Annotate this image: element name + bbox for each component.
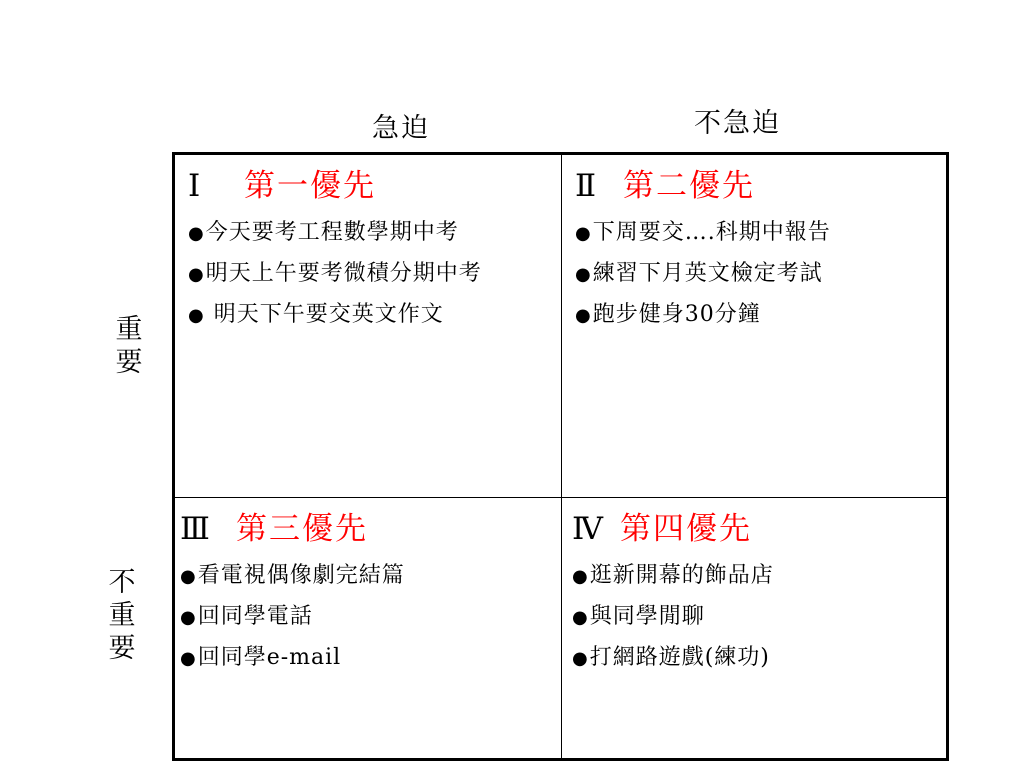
- list-item-text: 今天要考工程數學期中考: [205, 220, 459, 245]
- list-item: [575, 213, 947, 254]
- list-item-text: 打網路遊戲(練功): [589, 645, 770, 670]
- quadrant-numeral: Ⅲ: [180, 511, 210, 547]
- quadrant-title: [575, 163, 947, 209]
- quadrant-priority-label: 第四優先: [620, 511, 752, 547]
- list-item-text: 下周要交….科期中報告: [592, 220, 831, 245]
- bullet-icon: ●: [575, 264, 592, 285]
- bullet-icon: ●: [180, 648, 197, 669]
- quadrant-numeral: Ⅳ: [572, 511, 603, 547]
- priority-matrix: [172, 152, 949, 761]
- row-header-important-char: 要: [115, 347, 143, 378]
- row-header-not-important-char: 重: [108, 600, 136, 631]
- list-item-text: 看電視偶像劇完結篇: [197, 563, 405, 588]
- list-item: [188, 213, 560, 254]
- bullet-icon: ●: [575, 223, 592, 244]
- bullet-icon: ●: [188, 305, 205, 326]
- quadrant-1: [188, 163, 560, 336]
- bullet-icon: ●: [188, 223, 205, 244]
- quadrant-2: [575, 163, 947, 336]
- row-header-not-important-char: 不: [108, 567, 136, 598]
- bullet-icon: ●: [572, 566, 589, 587]
- list-item: [572, 638, 944, 679]
- row-header-important: [113, 313, 145, 379]
- bullet-icon: ●: [180, 566, 197, 587]
- bullet-icon: ●: [180, 607, 197, 628]
- list-item-text: 明天上午要考微積分期中考: [205, 261, 482, 286]
- list-item: [188, 295, 560, 336]
- quadrant-title: [188, 163, 560, 209]
- list-item-text: 逛新開幕的飾品店: [589, 563, 774, 588]
- list-item: [180, 638, 560, 679]
- list-item-text: 回同學電話: [197, 604, 313, 629]
- column-header-not-urgent: 不急迫: [694, 108, 781, 139]
- list-item: [572, 597, 944, 638]
- bullet-icon: ●: [572, 648, 589, 669]
- bullet-icon: ●: [575, 305, 592, 326]
- list-item: [188, 254, 560, 295]
- list-item-text: 練習下月英文檢定考試: [592, 261, 823, 286]
- list-item: [575, 254, 947, 295]
- list-item: [572, 556, 944, 597]
- bullet-icon: ●: [188, 264, 205, 285]
- row-header-not-important-char: 要: [108, 633, 136, 664]
- matrix-vertical-divider: [561, 155, 562, 758]
- quadrant-priority-label: 第一優先: [244, 168, 376, 204]
- column-header-urgent: 急迫: [372, 113, 430, 144]
- list-item-text: 明天下午要交英文作文: [205, 302, 444, 327]
- quadrant-title: [180, 506, 560, 552]
- list-item-text: 回同學e-mail: [197, 645, 342, 670]
- list-item-text: 跑步健身30分鐘: [592, 302, 761, 327]
- quadrant-title: [572, 506, 944, 552]
- bullet-icon: ●: [572, 607, 589, 628]
- list-item-text: 與同學閒聊: [589, 604, 705, 629]
- list-item: [180, 597, 560, 638]
- list-item: [575, 295, 947, 336]
- quadrant-numeral: Ⅱ: [575, 168, 597, 204]
- row-header-not-important: [106, 566, 138, 665]
- row-header-important-char: 重: [115, 314, 143, 345]
- quadrant-priority-label: 第二優先: [623, 168, 755, 204]
- matrix-horizontal-divider: [175, 497, 946, 498]
- quadrant-3: [180, 506, 560, 679]
- quadrant-priority-label: 第三優先: [236, 511, 368, 547]
- list-item: [180, 556, 560, 597]
- quadrant-4: [572, 506, 944, 679]
- quadrant-numeral: Ⅰ: [188, 168, 201, 204]
